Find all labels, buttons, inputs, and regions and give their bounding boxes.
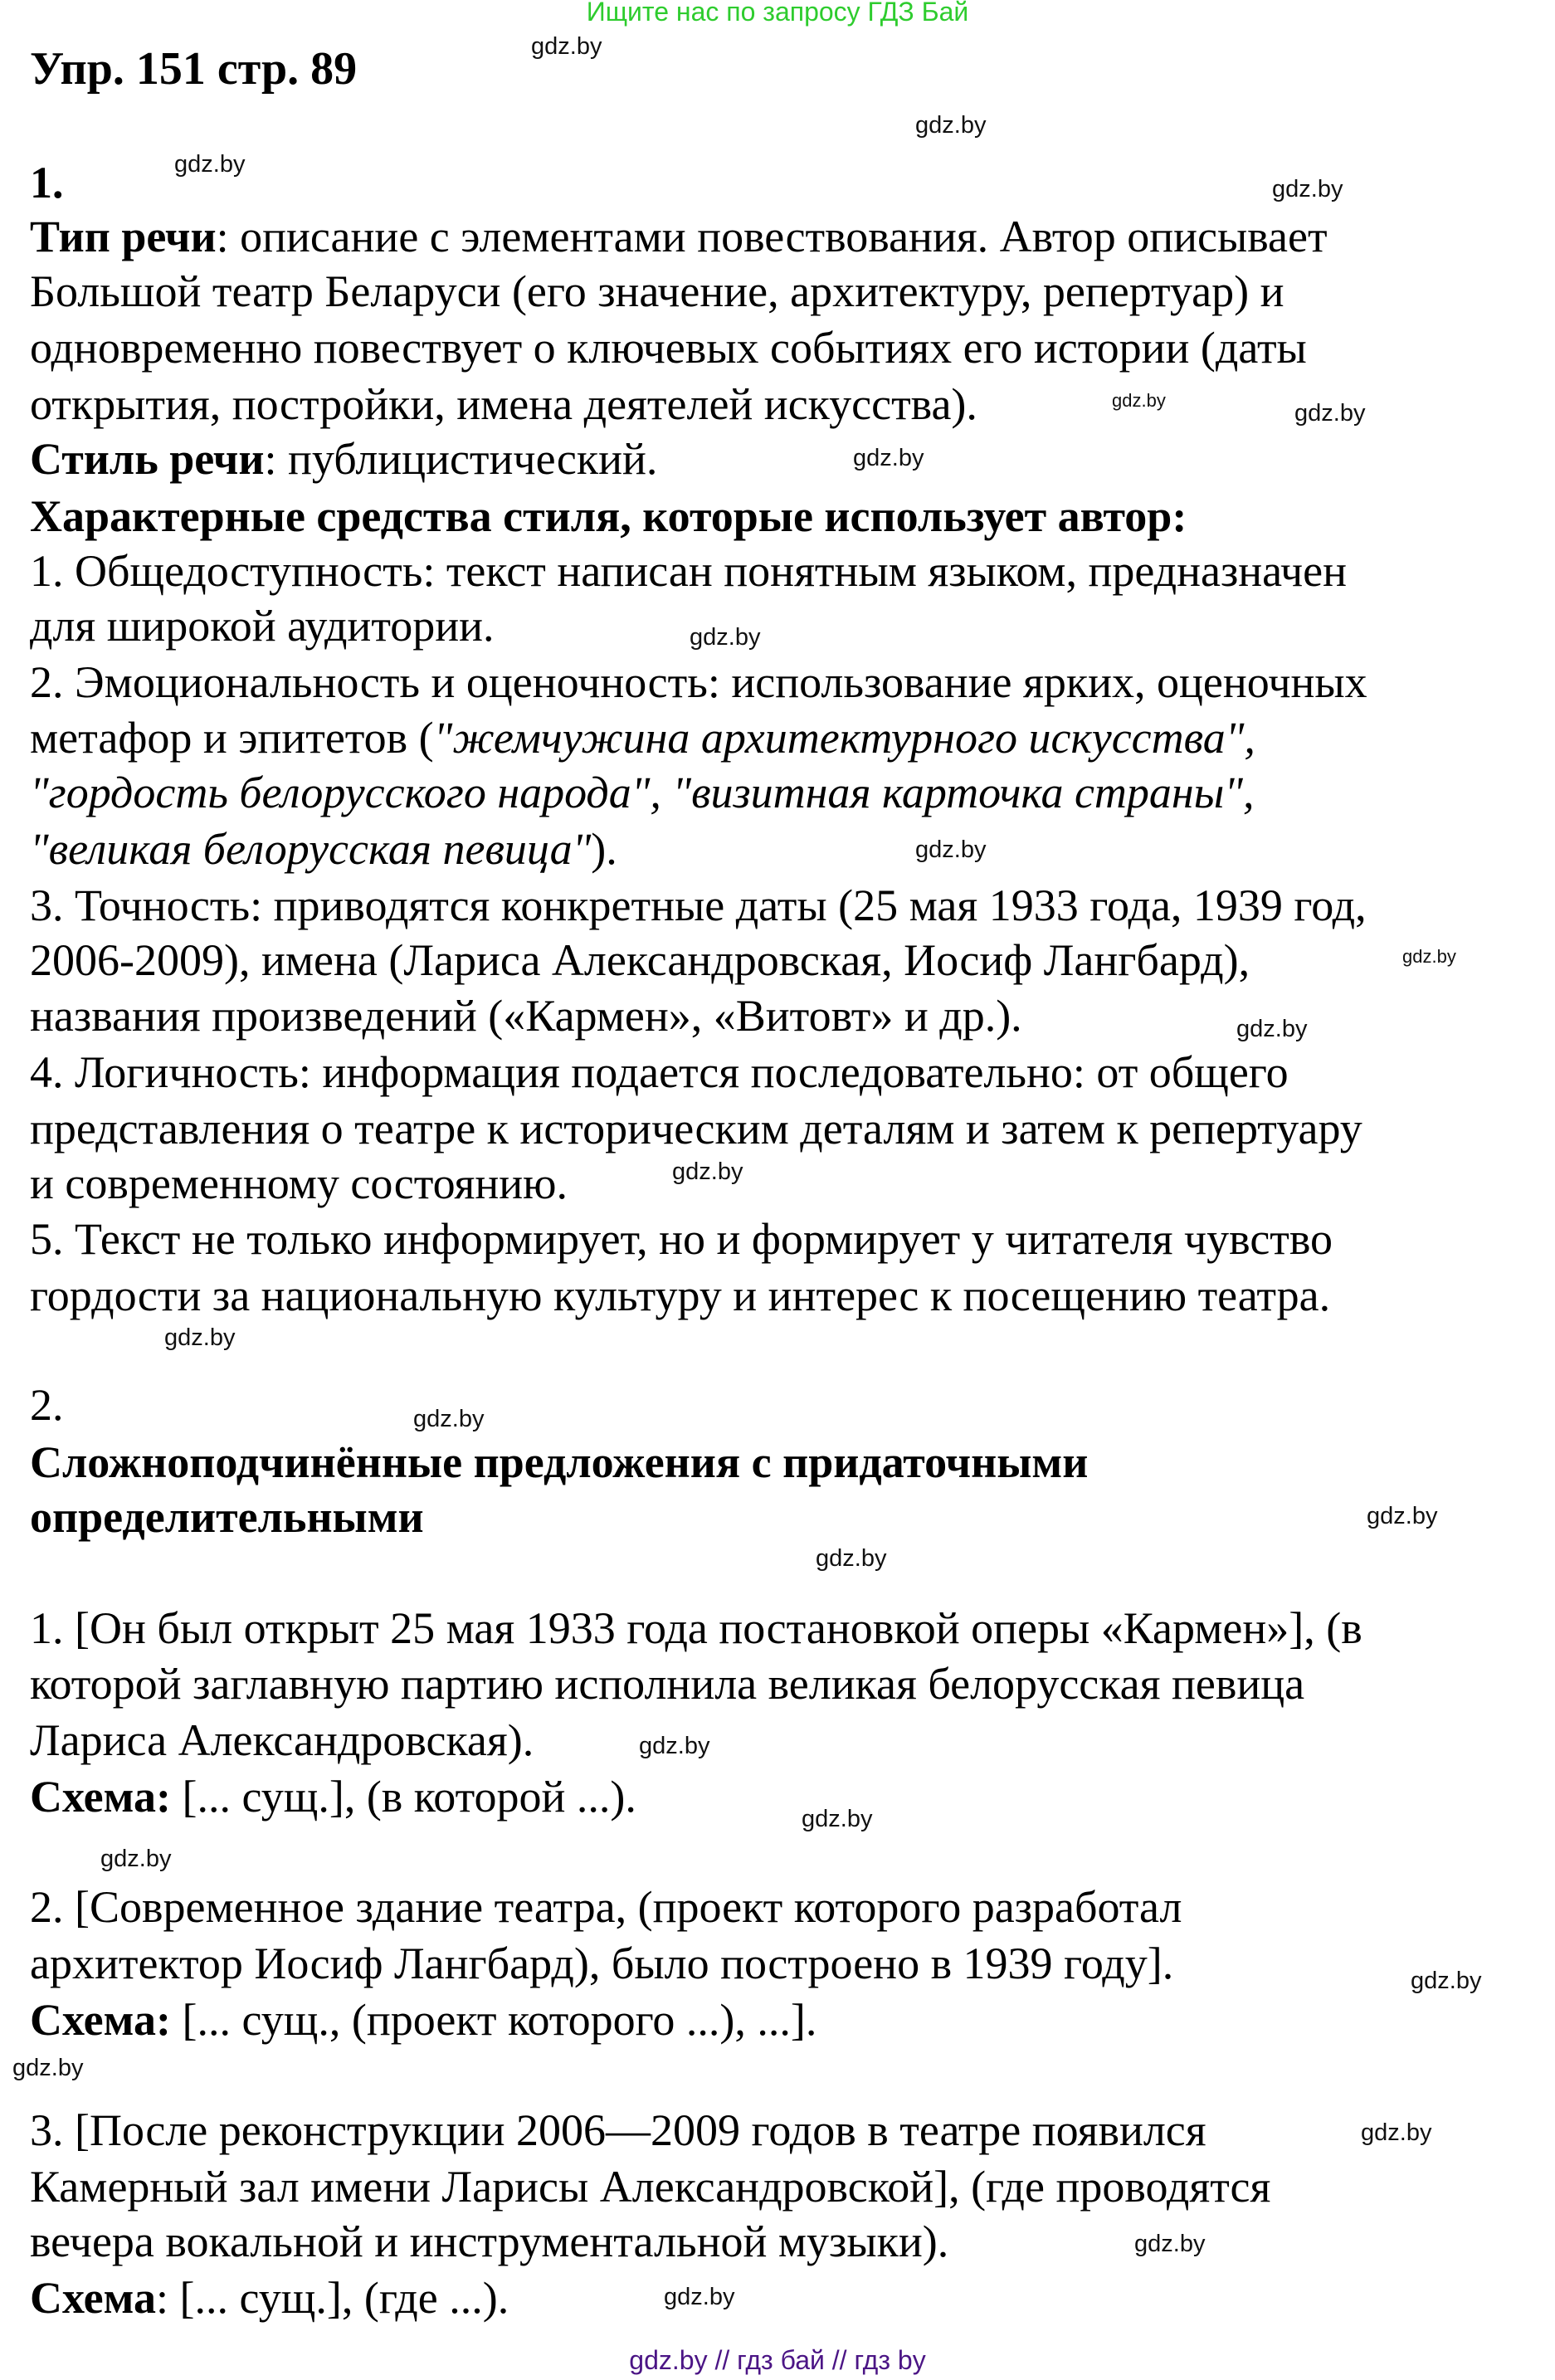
text-line	[30, 1882, 1182, 1932]
text-line	[30, 1158, 568, 1208]
text-segment: представления о театре к историческим деталям и затем к репертуару	[30, 1103, 1362, 1153]
text-segment: 4. Логичность: информация подается последовательно: от общего	[30, 1046, 1289, 1097]
text-segment: 5. Текст не только информирует, но и формирует у читателя чувство	[30, 1214, 1333, 1265]
text-line	[30, 434, 657, 484]
text-segment: : описание с элементами повествования. Автор описывает	[216, 212, 1328, 262]
text-segment: Схема	[30, 2272, 157, 2323]
text-line	[30, 1939, 1173, 1988]
text-segment: 2. Эмоциональность и оценочность: использование ярких, оценочных	[30, 656, 1367, 707]
search-banner: Ищите нас по запросу ГДЗ Бай	[586, 0, 969, 27]
text-line	[30, 323, 1307, 373]
text-segment: Лариса Александровская).	[30, 1715, 534, 1766]
text-segment: Тип речи	[30, 212, 217, 262]
watermark: gdz.by	[1411, 1968, 1482, 1994]
text-line	[30, 2105, 1206, 2155]
text-segment: : публицистический.	[264, 433, 658, 484]
text-line	[30, 158, 64, 207]
text-line	[30, 657, 1367, 707]
text-segment: Камерный зал имени Ларисы Александровской], (где проводятся	[30, 2162, 1271, 2212]
text-segment: 3. Точность: приводятся конкретные даты (25 мая 1933 года, 1939 год,	[30, 880, 1367, 930]
watermark: gdz.by	[664, 2284, 735, 2310]
text-segment: ).	[591, 823, 617, 874]
text-segment: гордости за национальную культуру и интерес к посещению театра.	[30, 1270, 1331, 1320]
text-line	[30, 713, 1255, 763]
text-segment: 2.	[30, 1379, 64, 1430]
watermark: gdz.by	[1361, 2119, 1432, 2146]
watermark: gdz.by	[915, 112, 987, 139]
text-segment: метафор и эпитетов (	[30, 713, 434, 763]
text-line	[30, 991, 1022, 1041]
text-segment: 2006-2009), имена (Лариса Александровская, Иосиф Лангбард),	[30, 934, 1250, 985]
text-segment: для широкой аудитории.	[30, 600, 495, 651]
text-line	[30, 1047, 1289, 1097]
watermark: gdz.by	[1367, 1503, 1438, 1529]
text-segment: одновременно повествует о ключевых событиях его истории (даты	[30, 323, 1307, 373]
text-line	[30, 1214, 1333, 1264]
text-line	[30, 2217, 948, 2266]
text-line	[30, 880, 1367, 930]
watermark: gdz.by	[802, 1806, 873, 1832]
watermark: gdz.by	[1272, 176, 1343, 202]
watermark: gdz.by	[690, 624, 761, 651]
text-segment: "жемчужина архитектурного искусства",	[433, 713, 1255, 763]
text-line	[30, 1659, 1304, 1709]
text-line	[30, 824, 617, 874]
text-line	[30, 2273, 509, 2323]
text-line	[30, 2162, 1270, 2212]
text-segment: названия произведений («Кармен», «Витовт» и др.).	[30, 991, 1022, 1041]
text-line	[30, 601, 495, 651]
watermark: gdz.by	[1294, 400, 1366, 427]
text-line	[30, 1492, 424, 1542]
text-segment: архитектор Иосиф Лангбард), было построено в 1939 году].	[30, 1939, 1174, 1989]
watermark: gdz.by	[174, 151, 246, 178]
watermark: gdz.by	[1134, 2231, 1206, 2257]
watermark: gdz.by	[531, 33, 602, 60]
text-segment: [... сущ., (проект которого ...), ...].	[171, 1994, 817, 2045]
watermark: gdz.by	[1236, 1016, 1308, 1042]
text-line	[30, 768, 1254, 817]
text-segment: определительными	[30, 1492, 424, 1543]
text-segment: 1.	[30, 157, 64, 207]
watermark: gdz.by	[915, 836, 987, 863]
text-segment: 1. Общедоступность: текст написан понятным языком, предназначен	[30, 546, 1348, 597]
text-segment: Сложноподчинённые предложения с придаточными	[30, 1437, 1089, 1488]
text-segment: "великая белорусская певица"	[30, 823, 592, 874]
footer-watermark: gdz.by // гдз бай // гдз by	[629, 2345, 926, 2375]
text-segment: : [... сущ.], (где ...).	[156, 2272, 509, 2323]
watermark: gdz.by	[1402, 946, 1456, 967]
text-segment: вечера вокальной и инструментальной музыки).	[30, 2217, 949, 2267]
watermark: gdz.by	[164, 1324, 236, 1351]
text-line	[30, 491, 1187, 541]
text-segment: Характерные средства стиля, которые использует автор:	[30, 491, 1187, 542]
text-segment: 1. [Он был открыт 25 мая 1933 года постановкой оперы «Кармен»], (в	[30, 1602, 1362, 1653]
text-segment: Большой театр Беларуси (его значение, архитектуру, репертуар) и	[30, 266, 1284, 317]
text-segment: открытия, постройки, имена деятелей искусства).	[30, 378, 977, 429]
text-segment: Схема:	[30, 1994, 172, 2045]
text-segment: Схема:	[30, 1771, 172, 1822]
text-line	[30, 1104, 1362, 1153]
text-line	[30, 935, 1250, 985]
watermark: gdz.by	[1112, 390, 1166, 411]
watermark: gdz.by	[639, 1733, 710, 1759]
text-line	[30, 212, 1328, 261]
text-line	[30, 1995, 816, 2045]
text-segment: Стиль речи	[30, 433, 265, 484]
watermark: gdz.by	[672, 1158, 743, 1185]
text-segment: "гордость белорусского народа", "визитная карточка страны",	[30, 768, 1255, 818]
watermark: gdz.by	[100, 1846, 172, 1872]
text-line	[30, 1270, 1330, 1320]
text-segment: 3. [После реконструкции 2006—2009 годов в театре появился	[30, 2105, 1206, 2156]
watermark: gdz.by	[12, 2055, 84, 2081]
text-segment: и современному состоянию.	[30, 1158, 568, 1208]
text-line	[30, 1772, 636, 1822]
text-line	[30, 1380, 64, 1430]
text-line	[30, 1437, 1088, 1487]
text-line	[30, 379, 977, 429]
text-segment: которой заглавную партию исполнила великая белорусская певица	[30, 1659, 1305, 1709]
text-line	[30, 1715, 534, 1765]
text-segment: 2. [Современное здание театра, (проект которого разработал	[30, 1882, 1182, 1933]
text-line	[30, 266, 1284, 316]
text-line	[30, 546, 1347, 596]
watermark: gdz.by	[816, 1545, 887, 1572]
text-segment: [... сущ.], (в которой ...).	[171, 1771, 636, 1822]
watermark: gdz.by	[413, 1406, 485, 1432]
watermark: gdz.by	[853, 445, 924, 471]
page-title: Упр. 151 стр. 89	[30, 43, 358, 95]
text-line	[30, 1603, 1362, 1653]
